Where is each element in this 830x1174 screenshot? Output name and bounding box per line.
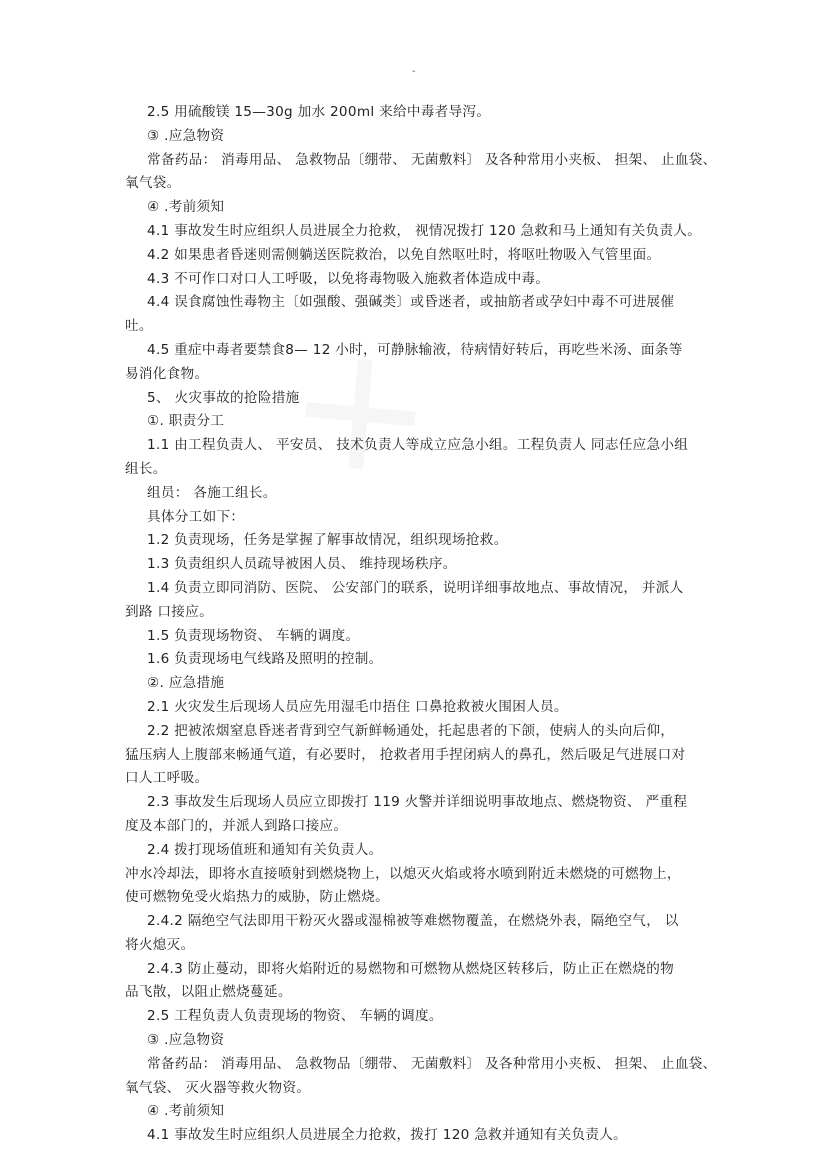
text-line: 4.3 不可作口对口人工呼吸，以免将毒物吸入施救者体造成中毒。	[147, 270, 550, 287]
text-line: 吐。	[125, 318, 153, 335]
text-line: 1.2 负责现场，任务是掌握了解事故情况，组织现场抢救。	[147, 532, 508, 549]
text-line: 1.5 负责现场物资、 车辆的调度。	[147, 627, 360, 644]
text-line: 2.5 用硫酸镁 15—30g 加水 200ml 来给中毒者导泻。	[147, 104, 491, 120]
text-line: 2.2 把被浓烟窒息昏迷者背到空气新鲜畅通处，托起患者的下颌，使病人的头向后仰，	[147, 722, 675, 739]
text-line: 品飞散，以阻止燃烧蔓延。	[125, 984, 292, 1001]
text-line: 氧气袋。	[125, 175, 181, 192]
text-line: ①. 职责分工	[147, 413, 225, 430]
text-line: 使可燃物免受火焰热力的威胁，防止燃烧。	[125, 889, 389, 906]
text-line: 2.1 火灾发生后现场人员应先用湿毛巾捂住 口鼻抢救被火围困人员。	[147, 698, 568, 715]
text-line: ④ .考前须知	[147, 199, 225, 216]
text-line: 具体分工如下：	[147, 508, 245, 525]
text-line: 2.3 事故发生后现场人员应立即拨打 119 火警并详细说明事故地点、燃烧物资、 严重程	[147, 794, 688, 811]
text-line: 常备药品： 消毒用品、 急救物品〔绷带、 无菌敷料〕 及各种常用小夹板、 担架、 止血袋、	[147, 1055, 717, 1072]
header-mark: -	[412, 66, 416, 77]
text-line: 冲水冷却法，即将水直接喷射到燃烧物上，以熄灭火焰或将水喷到附近未燃烧的可燃物上，	[125, 865, 681, 882]
text-line: 4.1 事故发生时应组织人员进展全力抢救，拨打 120 急救并通知有关负责人。	[147, 1127, 628, 1144]
text-line: 易消化食物。	[125, 365, 209, 382]
text-line: 2.5 工程负责人负责现场的物资、 车辆的调度。	[147, 1008, 443, 1025]
text-line: ②. 应急措施	[147, 675, 225, 692]
text-line: 1.3 负责组织人员疏导被困人员、 维持现场秩序。	[147, 556, 457, 573]
text-line: ④ .考前须知	[147, 1103, 225, 1120]
text-line: 常备药品： 消毒用品、 急救物品〔绷带、 无菌敷料〕 及各种常用小夹板、 担架、 止血袋、	[147, 151, 717, 168]
text-line: 2.4.3 防止蔓动，即将火焰附近的易燃物和可燃物从燃烧区转移后，防止正在燃烧的物	[147, 960, 674, 977]
text-line: ③ .应急物资	[147, 127, 225, 144]
text-line: 到路 口接应。	[125, 603, 213, 620]
text-line: 将火熄灭。	[125, 936, 195, 953]
text-line: 口人工呼吸。	[125, 770, 209, 787]
text-line: 4.1 事故发生时应组织人员进展全力抢救， 视情况拨打 120 急救和马上通知有关负责人。	[147, 222, 702, 239]
text-line: 5、 火灾事故的抢险措施	[147, 389, 300, 406]
text-line: 1.1 由工程负责人、 平安员、 技术负责人等成立应急小组。工程负责人 同志任应急小组	[147, 437, 689, 454]
text-line: 度及本部门的，并派人到路口接应。	[125, 817, 348, 834]
text-line: 4.2 如果患者昏迷则需侧躺送医院救治，以免自然呕吐时，将呕吐物吸入气管里面。	[147, 246, 661, 263]
text-line: 1.6 负责现场电气线路及照明的控制。	[147, 651, 383, 668]
text-line: 2.4.2 隔绝空气法即用干粉灭火器或湿棉被等难燃物覆盖，在燃烧外表，隔绝空气， 以	[147, 913, 679, 930]
text-line: 猛压病人上腹部来畅通气道，有必要时， 抢救者用手捏闭病人的鼻孔，然后吸足气进展口对	[125, 746, 686, 763]
text-line: 4.4 误食腐蚀性毒物主〔如强酸、强碱类〕或昏迷者，或抽筋者或孕妇中毒不可进展催	[147, 294, 675, 311]
document-body	[125, 101, 715, 1148]
text-line: 氧气袋、 灭火器等救火物资。	[125, 1079, 311, 1096]
text-line: 1.4 负责立即同消防、医院、 公安部门的联系，说明详细事故地点、事故情况， 并派人	[147, 579, 684, 596]
text-line: 4.5 重症中毒者要禁食8— 12 小时，可静脉输液，待病情好转后，再吃些米汤、面条等	[147, 341, 683, 358]
text-line: ③ .应急物资	[147, 1032, 225, 1049]
text-line: 2.4 拨打现场值班和通知有关负责人。	[147, 841, 383, 858]
text-line: 组长。	[125, 460, 167, 477]
text-line: 组员： 各施工组长。	[147, 484, 277, 501]
